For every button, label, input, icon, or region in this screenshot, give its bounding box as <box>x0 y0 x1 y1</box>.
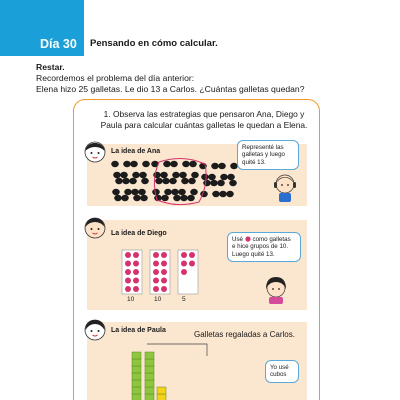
diego-title: La idea de Diego <box>111 230 167 237</box>
cookie-47 <box>218 163 226 169</box>
diego-speech-bubble <box>227 232 301 262</box>
question-line-1: 1. Observa las estrategias que pensaron Ana, Diego y <box>103 109 305 119</box>
diego-group-label-1: 10 <box>127 296 135 303</box>
counter-1-1-1 <box>161 261 167 267</box>
cube-2-4 <box>157 387 166 394</box>
intro-heading: Restar. <box>36 62 65 72</box>
cube-0-6 <box>132 373 141 380</box>
cookie-8 <box>115 178 123 184</box>
cookie-14 <box>131 189 139 195</box>
cookie-19 <box>140 195 148 201</box>
cookie-59 <box>219 191 227 197</box>
cookie-11 <box>141 178 149 184</box>
counter-0-1-0 <box>125 261 131 267</box>
cookie-36 <box>164 189 172 195</box>
diego-group-label-2: 10 <box>154 296 162 303</box>
cube-1-4 <box>145 387 154 394</box>
cookie-15 <box>138 189 146 195</box>
counter-1-3-1 <box>161 278 167 284</box>
cube-1-8 <box>145 359 154 366</box>
paula-title: La idea de Paula <box>111 327 166 334</box>
cookie-5 <box>120 172 128 178</box>
cookie-23 <box>182 161 190 167</box>
cookie-56 <box>229 180 237 186</box>
cookie-60 <box>226 191 234 197</box>
counter-2-0-1 <box>189 252 195 258</box>
diego-bubble-line-3: Luego quité 13. <box>232 250 275 258</box>
girl-avatar <box>261 274 291 304</box>
cookie-58 <box>212 191 220 197</box>
cube-1-9 <box>145 352 154 359</box>
cube-1-5 <box>145 380 154 387</box>
cube-2-3 <box>157 394 166 400</box>
cookie-32 <box>169 178 177 184</box>
cube-0-3 <box>132 394 141 400</box>
paula-panel <box>87 322 307 400</box>
arrow-to-caption <box>147 344 207 356</box>
diego-bubble-line-1 <box>232 236 296 243</box>
intro-line-2: Elena hizo 25 galletas. Le dio 13 a Carlos. ¿Cuántas galletas quedan? <box>36 84 305 94</box>
cookie-13 <box>124 189 132 195</box>
cookie-9 <box>122 178 130 184</box>
cookie-29 <box>191 172 199 178</box>
cube-0-4 <box>132 387 141 394</box>
cookie-22 <box>170 161 178 167</box>
cookie-12 <box>112 189 120 195</box>
diego-bubble-line-1b: como galletas <box>252 236 291 243</box>
counter-2-1-0 <box>181 261 187 267</box>
cookie-10 <box>129 178 137 184</box>
cookie-26 <box>160 172 168 178</box>
paula-bubble-line-1: Yo usé <box>270 364 289 371</box>
cube-0-5 <box>132 380 141 387</box>
ana-bubble-line-3: quité 13. <box>242 158 266 166</box>
cookie-27 <box>172 172 180 178</box>
cube-0-9 <box>132 352 141 359</box>
counter-icon <box>245 236 251 242</box>
cookie-39 <box>190 189 198 195</box>
cookie-53 <box>203 180 211 186</box>
cookie-24 <box>189 161 197 167</box>
cookie-7 <box>139 172 147 178</box>
counter-1-1-0 <box>153 261 159 267</box>
cookie-38 <box>178 189 186 195</box>
counter-0-0-0 <box>125 252 131 258</box>
cookie-3 <box>142 161 150 167</box>
cookie-0 <box>111 161 119 167</box>
day-label: Día 30 <box>40 37 77 51</box>
cube-1-6 <box>145 373 154 380</box>
cookie-44 <box>187 195 195 201</box>
ana-bubble-line-2: galletas y luego <box>242 151 285 159</box>
counter-1-2-0 <box>153 269 159 275</box>
cookie-2 <box>130 161 138 167</box>
ana-title: La idea de Ana <box>111 148 161 155</box>
cube-1-7 <box>145 366 154 373</box>
counter-1-0-0 <box>153 252 159 258</box>
counter-2-0-0 <box>181 252 187 258</box>
activity-card <box>73 99 320 400</box>
cookie-37 <box>171 189 179 195</box>
intro-text <box>36 62 305 95</box>
cookie-52 <box>227 174 235 180</box>
cookie-1 <box>123 161 131 167</box>
counter-0-4-1 <box>133 286 139 292</box>
counter-0-2-1 <box>133 269 139 275</box>
cookie-28 <box>179 172 187 178</box>
question-text <box>94 109 314 131</box>
cookie-46 <box>211 163 219 169</box>
cookie-54 <box>210 180 218 186</box>
boy-with-headphones-avatar <box>273 172 297 202</box>
cookie-6 <box>132 172 140 178</box>
cookie-18 <box>133 195 141 201</box>
cookie-31 <box>162 178 170 184</box>
cookie-33 <box>181 178 189 184</box>
cookie-34 <box>188 178 196 184</box>
counter-2-1-1 <box>189 261 195 267</box>
cookie-42 <box>173 195 181 201</box>
cookie-51 <box>220 174 228 180</box>
counter-0-2-0 <box>125 269 131 275</box>
counter-1-0-1 <box>161 252 167 258</box>
day-badge <box>0 0 84 56</box>
counter-2-2-0 <box>181 269 187 275</box>
cookie-30 <box>155 178 163 184</box>
diego-group-label-3: 5 <box>182 296 186 303</box>
counter-1-4-0 <box>153 286 159 292</box>
ana-speech-bubble <box>237 140 299 170</box>
counter-0-4-0 <box>125 286 131 292</box>
counter-0-1-1 <box>133 261 139 267</box>
counter-1-4-1 <box>161 286 167 292</box>
paula-speech-bubble <box>265 360 299 383</box>
cookie-41 <box>161 195 169 201</box>
counter-0-3-0 <box>125 278 131 284</box>
paula-bubble-line-2: cubos <box>270 371 287 379</box>
cube-1-3 <box>145 394 154 400</box>
cookie-49 <box>201 174 209 180</box>
cookie-43 <box>180 195 188 201</box>
paula-caption: Galletas regaladas a Carlos. <box>194 330 295 339</box>
counter-1-2-1 <box>161 269 167 275</box>
cookie-16 <box>114 195 122 201</box>
cookie-55 <box>217 180 225 186</box>
cookie-50 <box>208 174 216 180</box>
cookie-4 <box>113 172 121 178</box>
counter-1-3-0 <box>153 278 159 284</box>
intro-line-1: Recordemos el problema del día anterior: <box>36 73 195 83</box>
diego-panel <box>87 220 307 310</box>
ana-panel <box>87 144 307 206</box>
counter-0-0-1 <box>133 252 139 258</box>
question-line-2: Paula para calcular cuántas galletas le quedan a Elena. <box>100 120 308 130</box>
cube-0-7 <box>132 366 141 373</box>
cube-0-8 <box>132 359 141 366</box>
cookie-17 <box>121 195 129 201</box>
counter-0-3-1 <box>133 278 139 284</box>
cookie-21 <box>163 161 171 167</box>
diego-bubble-line-1a: Usé <box>232 236 244 243</box>
page-title: Pensando en cómo calcular. <box>90 38 218 49</box>
diego-bubble-line-2: e hice grupos de 10. <box>232 243 289 251</box>
ana-bubble-line-1: Representé las <box>242 144 284 151</box>
